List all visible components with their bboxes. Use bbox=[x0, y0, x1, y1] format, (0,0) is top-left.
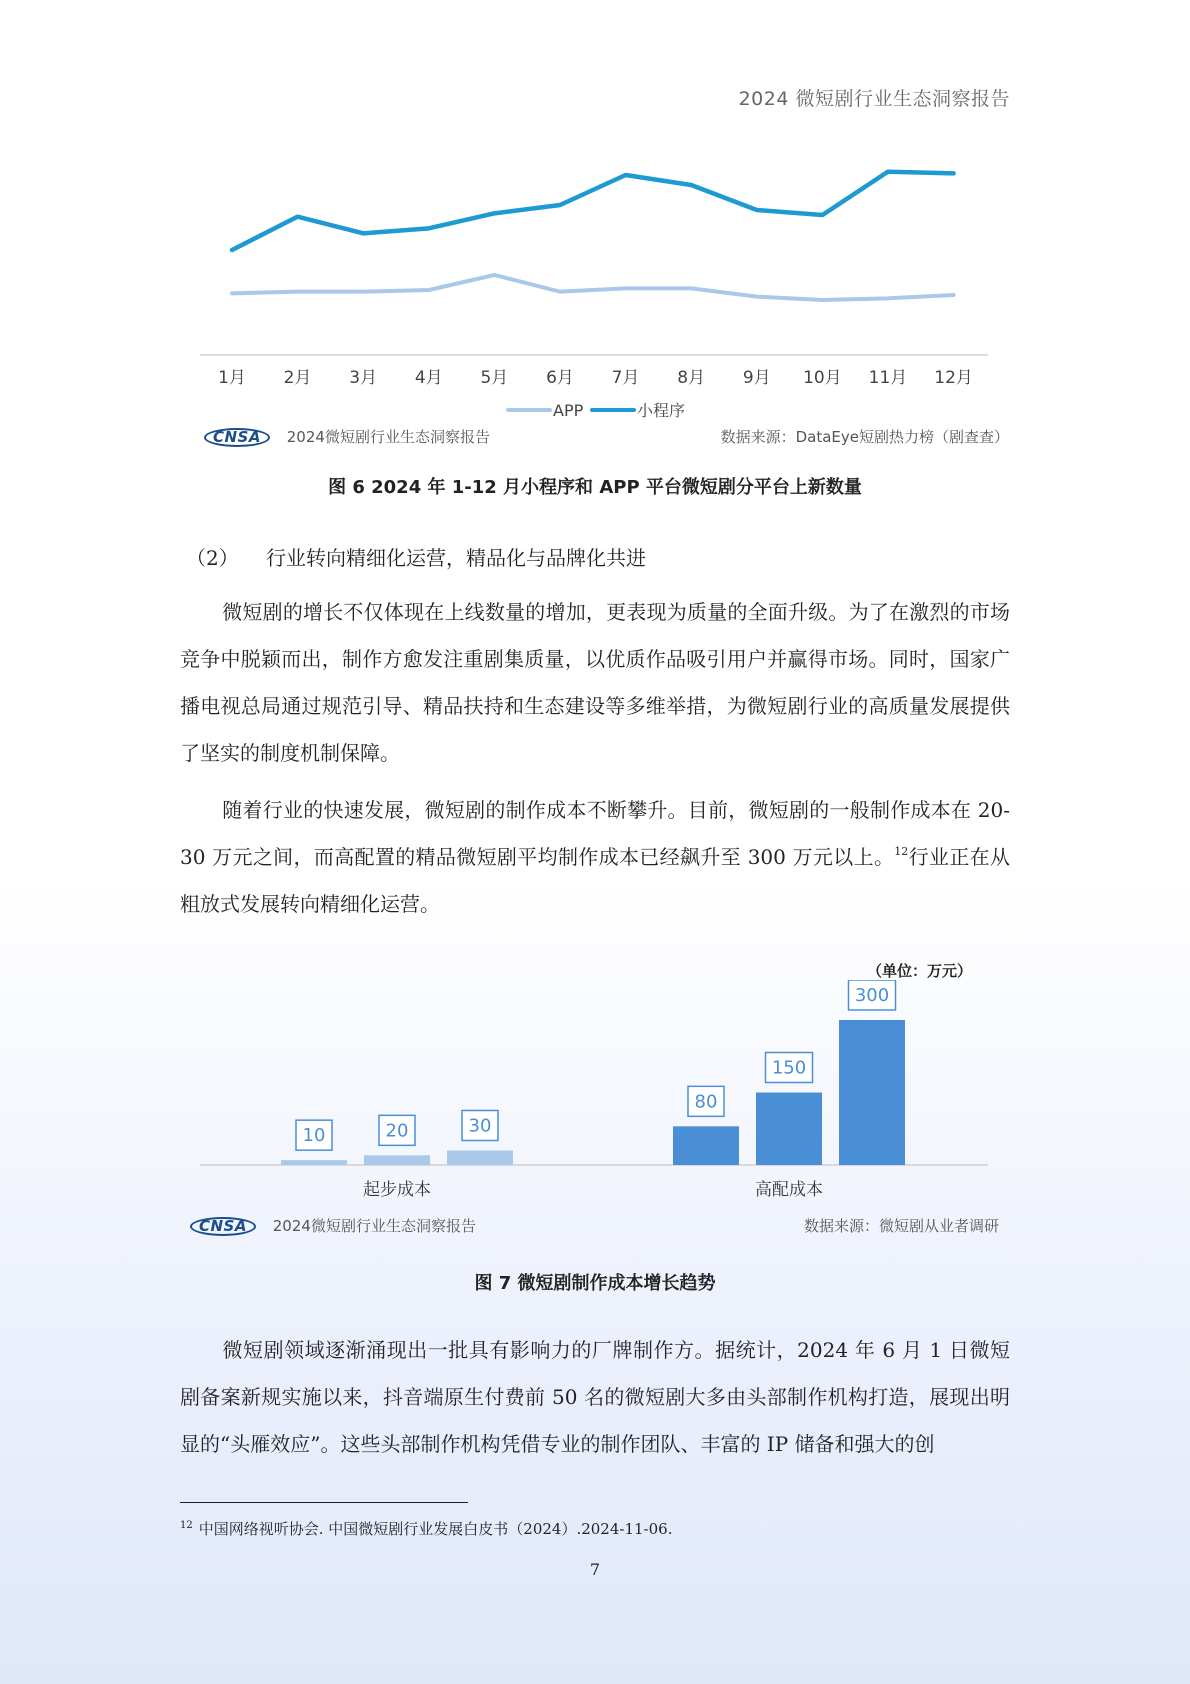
f6-tick-label: 6月 bbox=[546, 368, 574, 388]
f7-bar bbox=[839, 1020, 905, 1165]
footnote bbox=[180, 1518, 672, 1539]
figure6-line-chart bbox=[0, 150, 1190, 430]
f7-data-label: 150 bbox=[771, 1057, 807, 1079]
f6-tick-label: 2月 bbox=[283, 368, 312, 388]
f6-tick-label: 11月 bbox=[868, 368, 908, 388]
figure6-caption: 图 6 2024 年 1-12 月小程序和 APP 平台微短剧分平台上新数量 bbox=[328, 477, 862, 498]
paragraph-2-text-b: 行业正在从粗放式发展转向精细化运营。 bbox=[180, 845, 1011, 916]
figure7-caption: 图 7 微短剧制作成本增长趋势 bbox=[474, 1273, 716, 1294]
f7-data-label: 80 bbox=[694, 1091, 718, 1113]
cnsa-logo: CNSA bbox=[190, 1217, 256, 1236]
f7-bar bbox=[364, 1155, 430, 1165]
footnote-ref[interactable]: 12 bbox=[894, 845, 909, 858]
page-number: 7 bbox=[589, 1560, 601, 1579]
figure6-source: 数据来源：DataEye短剧热力榜（剧查查） bbox=[720, 428, 1009, 446]
header-title: 2024 微短剧行业生态洞察报告 bbox=[738, 88, 1010, 110]
f7-group-label: 起步成本 bbox=[363, 1180, 431, 1200]
f7-data-label: 30 bbox=[468, 1115, 492, 1137]
f7-bar bbox=[447, 1151, 513, 1166]
f7-bar bbox=[756, 1093, 822, 1166]
f6-tick-label: 10月 bbox=[803, 368, 842, 388]
figure6-report-label: 2024微短剧行业生态洞察报告 bbox=[286, 428, 490, 446]
f6-tick-label: 12月 bbox=[934, 368, 973, 388]
f7-data-label: 20 bbox=[385, 1120, 409, 1142]
footnote-text: 中国网络视听协会. 中国微短剧行业发展白皮书（2024）.2024-11-06. bbox=[198, 1520, 673, 1538]
section-heading bbox=[186, 542, 646, 571]
paragraph-1-text: 微短剧的增长不仅体现在上线数量的增加，更表现为质量的全面升级。为了在激烈的市场竞争中脱颖而出，制作方愈发注重剧集质量，以优质作品吸引用户并赢得市场。同时，国家广播电视总局通过规范引导、精品扶持和生态建设等多维举措，为微短剧行业的高质量发展提供了坚实的制度机制保障。 bbox=[180, 600, 1010, 765]
f6-series-mini-line bbox=[232, 172, 954, 250]
f6-tick-label: 4月 bbox=[414, 368, 443, 388]
paragraph-2 bbox=[180, 787, 1010, 928]
paragraph-3 bbox=[180, 1327, 1010, 1468]
f7-group-label: 高配成本 bbox=[755, 1180, 823, 1200]
f7-data-label: 300 bbox=[854, 985, 890, 1006]
f7-data-label: 10 bbox=[302, 1125, 326, 1147]
f6-legend-label: APP bbox=[553, 401, 584, 420]
f6-tick-label: 7月 bbox=[611, 368, 640, 388]
footnote-number: 12 bbox=[180, 1520, 193, 1531]
f6-tick-label: 5月 bbox=[480, 368, 509, 388]
section-title: 行业转向精细化运营，精品化与品牌化共进 bbox=[266, 546, 646, 570]
figure7-unit: （单位：万元） bbox=[866, 962, 972, 980]
figure6-footer-left bbox=[204, 426, 490, 447]
f7-bar bbox=[281, 1160, 347, 1165]
f6-tick-label: 8月 bbox=[677, 368, 706, 388]
figure7-report-label: 2024微短剧行业生态洞察报告 bbox=[272, 1217, 476, 1235]
f6-tick-label: 9月 bbox=[742, 368, 771, 388]
figure7-bar-chart bbox=[0, 980, 1190, 1200]
footnote-rule bbox=[180, 1502, 468, 1503]
f7-bar bbox=[673, 1126, 739, 1165]
paragraph-3-text: 微短剧领域逐渐涌现出一批具有影响力的厂牌制作方。据统计，2024 年 6 月 1 日微短剧备案新规实施以来，抖音端原生付费前 50 名的微短剧大多由头部制作机构打造，展现出明显的“头雁效应”。这些头部制作机构凭借专业的制作团队、丰富的 IP 储备和强大的创 bbox=[180, 1338, 1010, 1456]
f6-legend-label: 小程序 bbox=[637, 401, 686, 420]
cnsa-logo: CNSA bbox=[204, 428, 270, 447]
figure7-source: 数据来源：微短剧从业者调研 bbox=[803, 1217, 999, 1235]
f6-tick-label: 3月 bbox=[349, 368, 378, 388]
f6-tick-label: 1月 bbox=[218, 368, 246, 388]
paragraph-2-text-a: 随着行业的快速发展，微短剧的制作成本不断攀升。目前，微短剧的一般制作成本在 20-30 万元之间，而高配置的精品微短剧平均制作成本已经飙升至 300 万元以上。 bbox=[180, 798, 1010, 869]
section-number: （2） bbox=[186, 546, 239, 570]
paragraph-1 bbox=[180, 589, 1010, 777]
f6-series-app-line bbox=[232, 275, 954, 300]
figure7-footer-left bbox=[190, 1215, 476, 1236]
